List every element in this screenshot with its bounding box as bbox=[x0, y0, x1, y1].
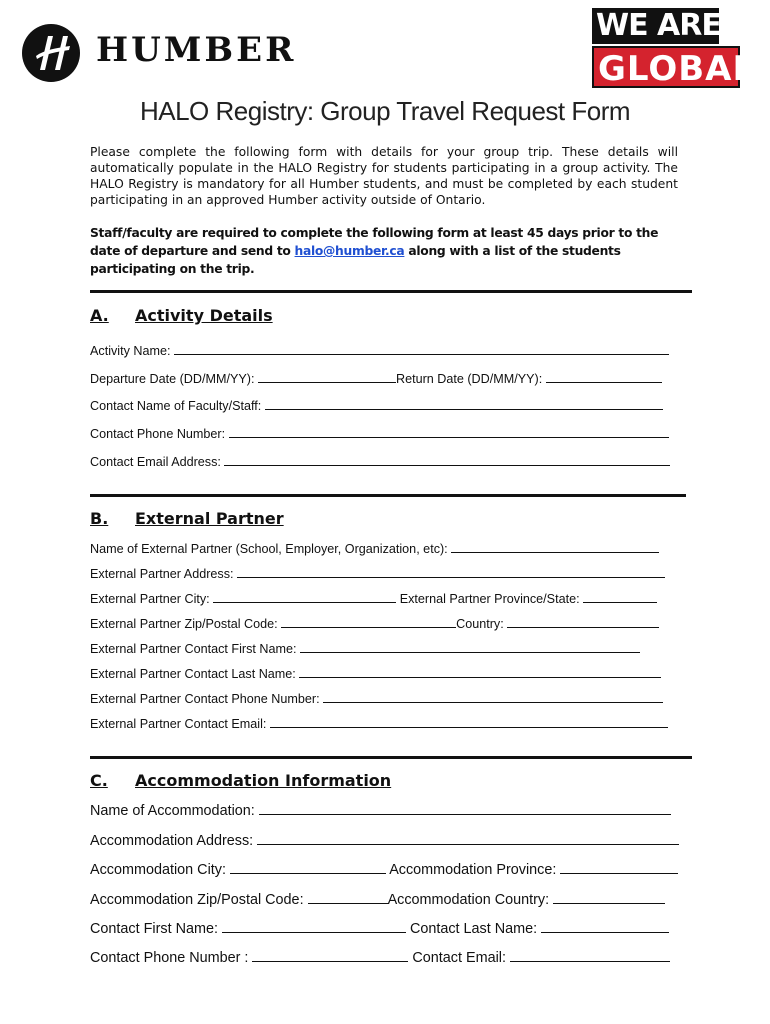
partner-address-row bbox=[90, 566, 665, 581]
section-c-letter: C. bbox=[90, 771, 108, 790]
accom-email-label: Contact Email: bbox=[412, 950, 506, 966]
partner-phone-field[interactable] bbox=[323, 691, 663, 703]
contact-name-row bbox=[90, 398, 663, 413]
contact-name-label: Contact Name of Faculty/Staff: bbox=[90, 399, 262, 413]
accom-name-field[interactable] bbox=[259, 803, 671, 815]
contact-phone-row bbox=[90, 426, 669, 441]
accom-province-field[interactable] bbox=[560, 862, 678, 874]
accom-email-field[interactable] bbox=[510, 950, 670, 962]
contact-phone-label: Contact Phone Number: bbox=[90, 427, 226, 441]
partner-first-name-row bbox=[90, 641, 640, 656]
partner-province-field[interactable] bbox=[583, 591, 657, 603]
activity-name-label: Activity Name: bbox=[90, 344, 171, 358]
section-b-title: External Partner bbox=[135, 509, 284, 528]
partner-first-name-field[interactable] bbox=[300, 641, 640, 653]
section-a-letter: A. bbox=[90, 306, 109, 325]
accom-last-name-label: Contact Last Name: bbox=[409, 921, 538, 937]
accom-last-name-field[interactable] bbox=[541, 921, 669, 933]
badge-line-2: GLOBAL bbox=[592, 46, 740, 88]
accom-name-label: Name of Accommodation: bbox=[90, 803, 255, 819]
accom-address-label: Accommodation Address: bbox=[90, 833, 254, 849]
partner-phone-label: External Partner Contact Phone Number: bbox=[90, 692, 320, 706]
accom-phone-label: Contact Phone Number : bbox=[90, 950, 249, 966]
partner-email-field[interactable] bbox=[270, 716, 668, 728]
accom-name-row bbox=[90, 803, 671, 819]
partner-address-field[interactable] bbox=[237, 566, 665, 578]
partner-email-label: External Partner Contact Email: bbox=[90, 717, 267, 731]
partner-last-name-field[interactable] bbox=[299, 666, 661, 678]
contact-name-field[interactable] bbox=[265, 398, 663, 410]
accom-province-label: Accommodation Province: bbox=[389, 862, 557, 878]
partner-email-row bbox=[90, 716, 668, 731]
halo-email-link[interactable]: halo@humber.ca bbox=[294, 244, 405, 258]
partner-city-field[interactable] bbox=[213, 591, 396, 603]
partner-address-label: External Partner Address: bbox=[90, 567, 234, 581]
humber-logo bbox=[22, 24, 322, 84]
staff-notice bbox=[90, 224, 690, 278]
contact-email-field[interactable] bbox=[224, 454, 670, 466]
activity-name-field[interactable] bbox=[174, 343, 669, 355]
partner-zip-label: External Partner Zip/Postal Code: bbox=[90, 617, 278, 631]
partner-last-name-row bbox=[90, 666, 661, 681]
partner-zip-field[interactable] bbox=[281, 616, 456, 628]
departure-date-field[interactable] bbox=[258, 371, 396, 383]
accom-first-name-field[interactable] bbox=[222, 921, 406, 933]
activity-name-row bbox=[90, 343, 669, 358]
page-title: HALO Registry: Group Travel Request Form bbox=[139, 96, 631, 126]
notice-text-before: Staff/faculty are required to complete the following form at least 45 days prior to the date of departure and send to bbox=[90, 226, 659, 258]
partner-city-label: External Partner City: bbox=[90, 592, 210, 606]
partner-city-row bbox=[90, 591, 657, 606]
accom-phone-field[interactable] bbox=[252, 950, 408, 962]
we-are-global-badge bbox=[592, 8, 756, 89]
partner-zip-row bbox=[90, 616, 659, 631]
accom-city-label: Accommodation City: bbox=[90, 862, 226, 878]
accom-country-label: Accommodation Country: bbox=[387, 892, 550, 908]
section-b-letter: B. bbox=[90, 509, 109, 528]
accom-address-field[interactable] bbox=[257, 833, 679, 845]
accom-city-field[interactable] bbox=[230, 862, 386, 874]
humber-wordmark: HUMBER bbox=[96, 30, 297, 70]
accom-zip-label: Accommodation Zip/Postal Code: bbox=[90, 892, 304, 908]
return-date-label: Return Date (DD/MM/YY): bbox=[395, 372, 543, 386]
partner-name-label: Name of External Partner (School, Employer, Organization, etc): bbox=[90, 542, 448, 556]
partner-phone-row bbox=[90, 691, 663, 706]
intro-paragraph: Please complete the following form with details for your group trip. These details will automatically populate in the HALO Registry for students participating in a group activity. The HALO Registry is mandatory for all Humber students, and must be completed by each student participating in an approved Humber activity outside of Ontario. bbox=[90, 145, 678, 207]
badge-line-1: WE ARE bbox=[592, 8, 719, 44]
partner-first-name-label: External Partner Contact First Name: bbox=[90, 642, 297, 656]
accom-zip-field[interactable] bbox=[308, 892, 388, 904]
accom-contact-name-row bbox=[90, 921, 669, 937]
contact-email-row bbox=[90, 454, 670, 469]
accom-city-row bbox=[90, 862, 678, 878]
partner-name-row bbox=[90, 541, 659, 556]
partner-country-field[interactable] bbox=[507, 616, 659, 628]
humber-h-mark-icon bbox=[22, 24, 80, 82]
contact-phone-field[interactable] bbox=[229, 426, 669, 438]
section-b-divider bbox=[90, 494, 686, 497]
partner-name-field[interactable] bbox=[451, 541, 659, 553]
partner-last-name-label: External Partner Contact Last Name: bbox=[90, 667, 296, 681]
partner-country-label: Country: bbox=[456, 617, 504, 631]
partner-province-label: External Partner Province/State: bbox=[399, 592, 580, 606]
section-c-title: Accommodation Information bbox=[135, 771, 392, 790]
section-c-divider bbox=[90, 756, 692, 759]
section-a-divider bbox=[90, 290, 692, 293]
accom-country-field[interactable] bbox=[553, 892, 665, 904]
accom-first-name-label: Contact First Name: bbox=[90, 921, 218, 937]
accom-zip-row bbox=[90, 892, 665, 908]
dates-row bbox=[90, 371, 662, 386]
departure-date-label: Departure Date (DD/MM/YY): bbox=[90, 372, 255, 386]
notice-text-after: along with a list of the students participating on the trip. bbox=[90, 244, 621, 276]
section-a-title: Activity Details bbox=[135, 306, 273, 325]
accom-address-row bbox=[90, 833, 679, 849]
accom-contact-row bbox=[90, 950, 670, 966]
return-date-field[interactable] bbox=[546, 371, 662, 383]
contact-email-label: Contact Email Address: bbox=[90, 455, 221, 469]
